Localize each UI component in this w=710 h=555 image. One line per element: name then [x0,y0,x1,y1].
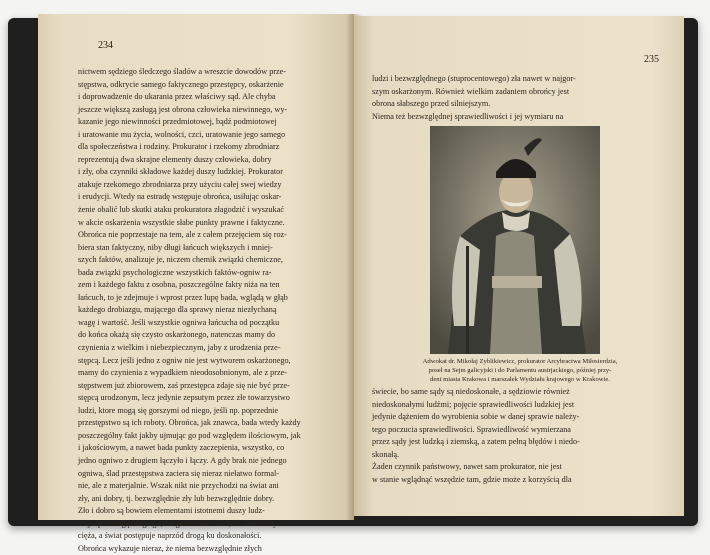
text-line: ludzi i bezwzględnego (stuprocentowego) zła nawet w najgor- [372,74,576,83]
portrait-photograph [430,126,600,354]
text-line: nie, ale z materjalnie. Wszak nikt nie przychodzi na świat ani [78,481,279,491]
portrait-image [430,126,600,354]
text-line: przez sądy jest ludzką i ziemską, a zatem pełną błędów i niedo- [372,437,580,447]
text-line: mamy do czynienia z wypadkiem nieodosobnionym, ale z prze- [78,368,287,378]
text-line: dla społeczeństwa i rodziny. Prokurator i rzekomy zbrodniarz [78,142,280,152]
text-line: przestępstwo są ich roboty. Obrońca, jak znawca, bada wtedy każdy [78,418,301,428]
text-line: świecie, bo same sądy są niedoskonałe, a sędziowie również [372,387,570,396]
text-line: jedno ogniwo z drugiem łączyło i łączy. A gdy brak nie jednego [78,455,287,465]
left-page [38,14,354,553]
text-line: kiej z przewagą drugiego, czego dowodzi fakt, że dobro zwy- [78,518,280,528]
text-line: szych faktów, analizuje je, niczem chemik związki chemiczne, [78,255,283,265]
text-line: stępstwa, odkrycie samego faktycznego przestępcy, oskarżenie [78,79,284,89]
caption-line: dent miasta Krakowa i marszałek Wydziału krajowego w Krakowie. [430,376,610,383]
caption-line: poseł na Sejm galicyjski i do Parlamentu austrjackiego, później przy- [428,367,612,374]
text-line: Niema też bezwzględnej sprawiedliwości i jej wymiaru na [372,111,564,121]
text-line: nictwem sędziego śledczego śladów a wreszcie dowodów prze- [78,67,287,76]
text-line: stępcą urodzonym, lecz jedynie zepsutym przez złe towarzystwo [78,393,290,403]
text-line: skonałą. [372,449,400,459]
text-line: i uratowanie mu życia, wolności, czci, uratowanie jego samego [78,129,286,139]
left-page-number: 234 [98,40,113,51]
text-line: kazanie jego niewinności przedmiotowej, bądź podmiotowej [78,117,277,127]
text-line: reprezentują dwa skrajne elementy duszy człowieka, dobry [78,154,272,164]
photo-caption [370,357,670,384]
text-line: biera stan faktyczny, niby długi łańcuch większych i mniej- [78,242,273,252]
text-line: czynienia z wielkim i niebezpiecznym, jaby z urodzenia prze- [78,343,281,353]
text-line: zem i każdego faktu z osobna, poszczególne fakty niża na ten [78,280,280,290]
text-line: poszczególny fakt jakby ujmując go pod względem ilościowym, jak [78,430,301,440]
text-line: w stanie wglądnąć wszędzie tam, gdzie może z korzyścią dla [372,474,572,484]
text-line: jedynie dążeniem do wyrobienia sobie w danej sprawie należy- [372,412,580,422]
text-line: Zło i dobro są bowiem elementami istotnemi duszy ludz- [78,506,265,516]
text-line: Obrońca wykazuje nieraz, że niema bezwzględnie złych [78,543,262,553]
text-line: w akcie oskarżenia wszystkie słabe punkty prawne i faktyczne. [78,217,285,227]
left-page-body [78,66,346,555]
text-line: zły, ani dobry, tj. bezwzględnie zły lub bezwzględnie dobry. [78,493,275,503]
text-line: Żaden czynnik państwowy, nawet sam prokurator, nie jest [372,462,562,472]
text-line: tego poczucia sprawiedliwości. Sprawiedliwość wymierzana [372,424,571,434]
text-line: ogniwa, ślad przestępstwa zaciera się nieraz niełatwo formal- [78,468,279,478]
text-line: do końca okażą się czysto oskarżonego, natenczas mamy do [78,330,276,340]
caption-line: Adwokat dr. Mikołaj Zyblikiewicz, prokurator Arcybractwa Miłosierdzia, [422,358,618,365]
text-line: łańcuch, to je zdejmuje i wprost przez lupę bada, wglądą w głąb [78,292,288,302]
right-page-body-top [372,73,670,123]
text-line: stępcą. Lecz jeśli jedno z ogniw nie jest wytworem oskarżonego, [78,355,291,365]
text-line: ludzi, ktore mogą się gorszymi od niego, jeśli np. poprzednie [78,405,279,415]
right-page [354,16,684,516]
text-line: każdego drobiazgu, mającego dla sprawy nieraz niezłychaną [78,305,277,315]
text-line: stępstwem już zbiorowem, zaś przestępca zdaje się nie być prze- [78,380,290,390]
text-line: i erudycji. Wtedy na estradę wstępuje obrońca, usiłując oskar- [78,192,282,202]
text-line: Obrońca nie poprzestaje na tem, ale z całem przejęciem się roz- [78,230,287,240]
text-line: szym oskarżonym. Również wielkim zadaniem obrońcy jest [372,86,570,96]
text-line: żenie obalić lub skutki ataku prokuratora złagodzić i wyszukać [78,205,284,215]
text-line: cięża, a świat postępuje naprzód drogą ku doskonałości. [78,531,262,541]
right-page-body-bottom [372,386,670,486]
text-line: i zły, oba czynniki składowe każdej duszy ludzkiej. Prokurator [78,167,284,177]
text-line: obrona słabszego przed silniejszym. [372,99,491,109]
text-line: i jakościowym, a nawet bada punkty zaczepienia, wszystko, co [78,443,285,453]
text-line: bada związki psychologiczne wszystkich faktów-ogniw ra- [78,267,272,277]
text-line: niedoskonałymi ludźmi; pojęcie sprawiedliwości ludzkiej jest [372,399,575,409]
text-line: jeszcze większą zasługą jest obrona człowieka niewinnego, wy- [78,104,288,114]
text-line: wagę i wartość. Jeśli wszystkie ogniwa łańcucha od początku [78,317,280,327]
text-line: atakuje rzekomego zbrodniarza przy użyciu całej swej wiedzy [78,179,282,189]
text-line: i doprowadzenie do ukarania przez właściwy sąd. Ale chyba [78,92,276,102]
right-page-number: 235 [644,54,659,65]
